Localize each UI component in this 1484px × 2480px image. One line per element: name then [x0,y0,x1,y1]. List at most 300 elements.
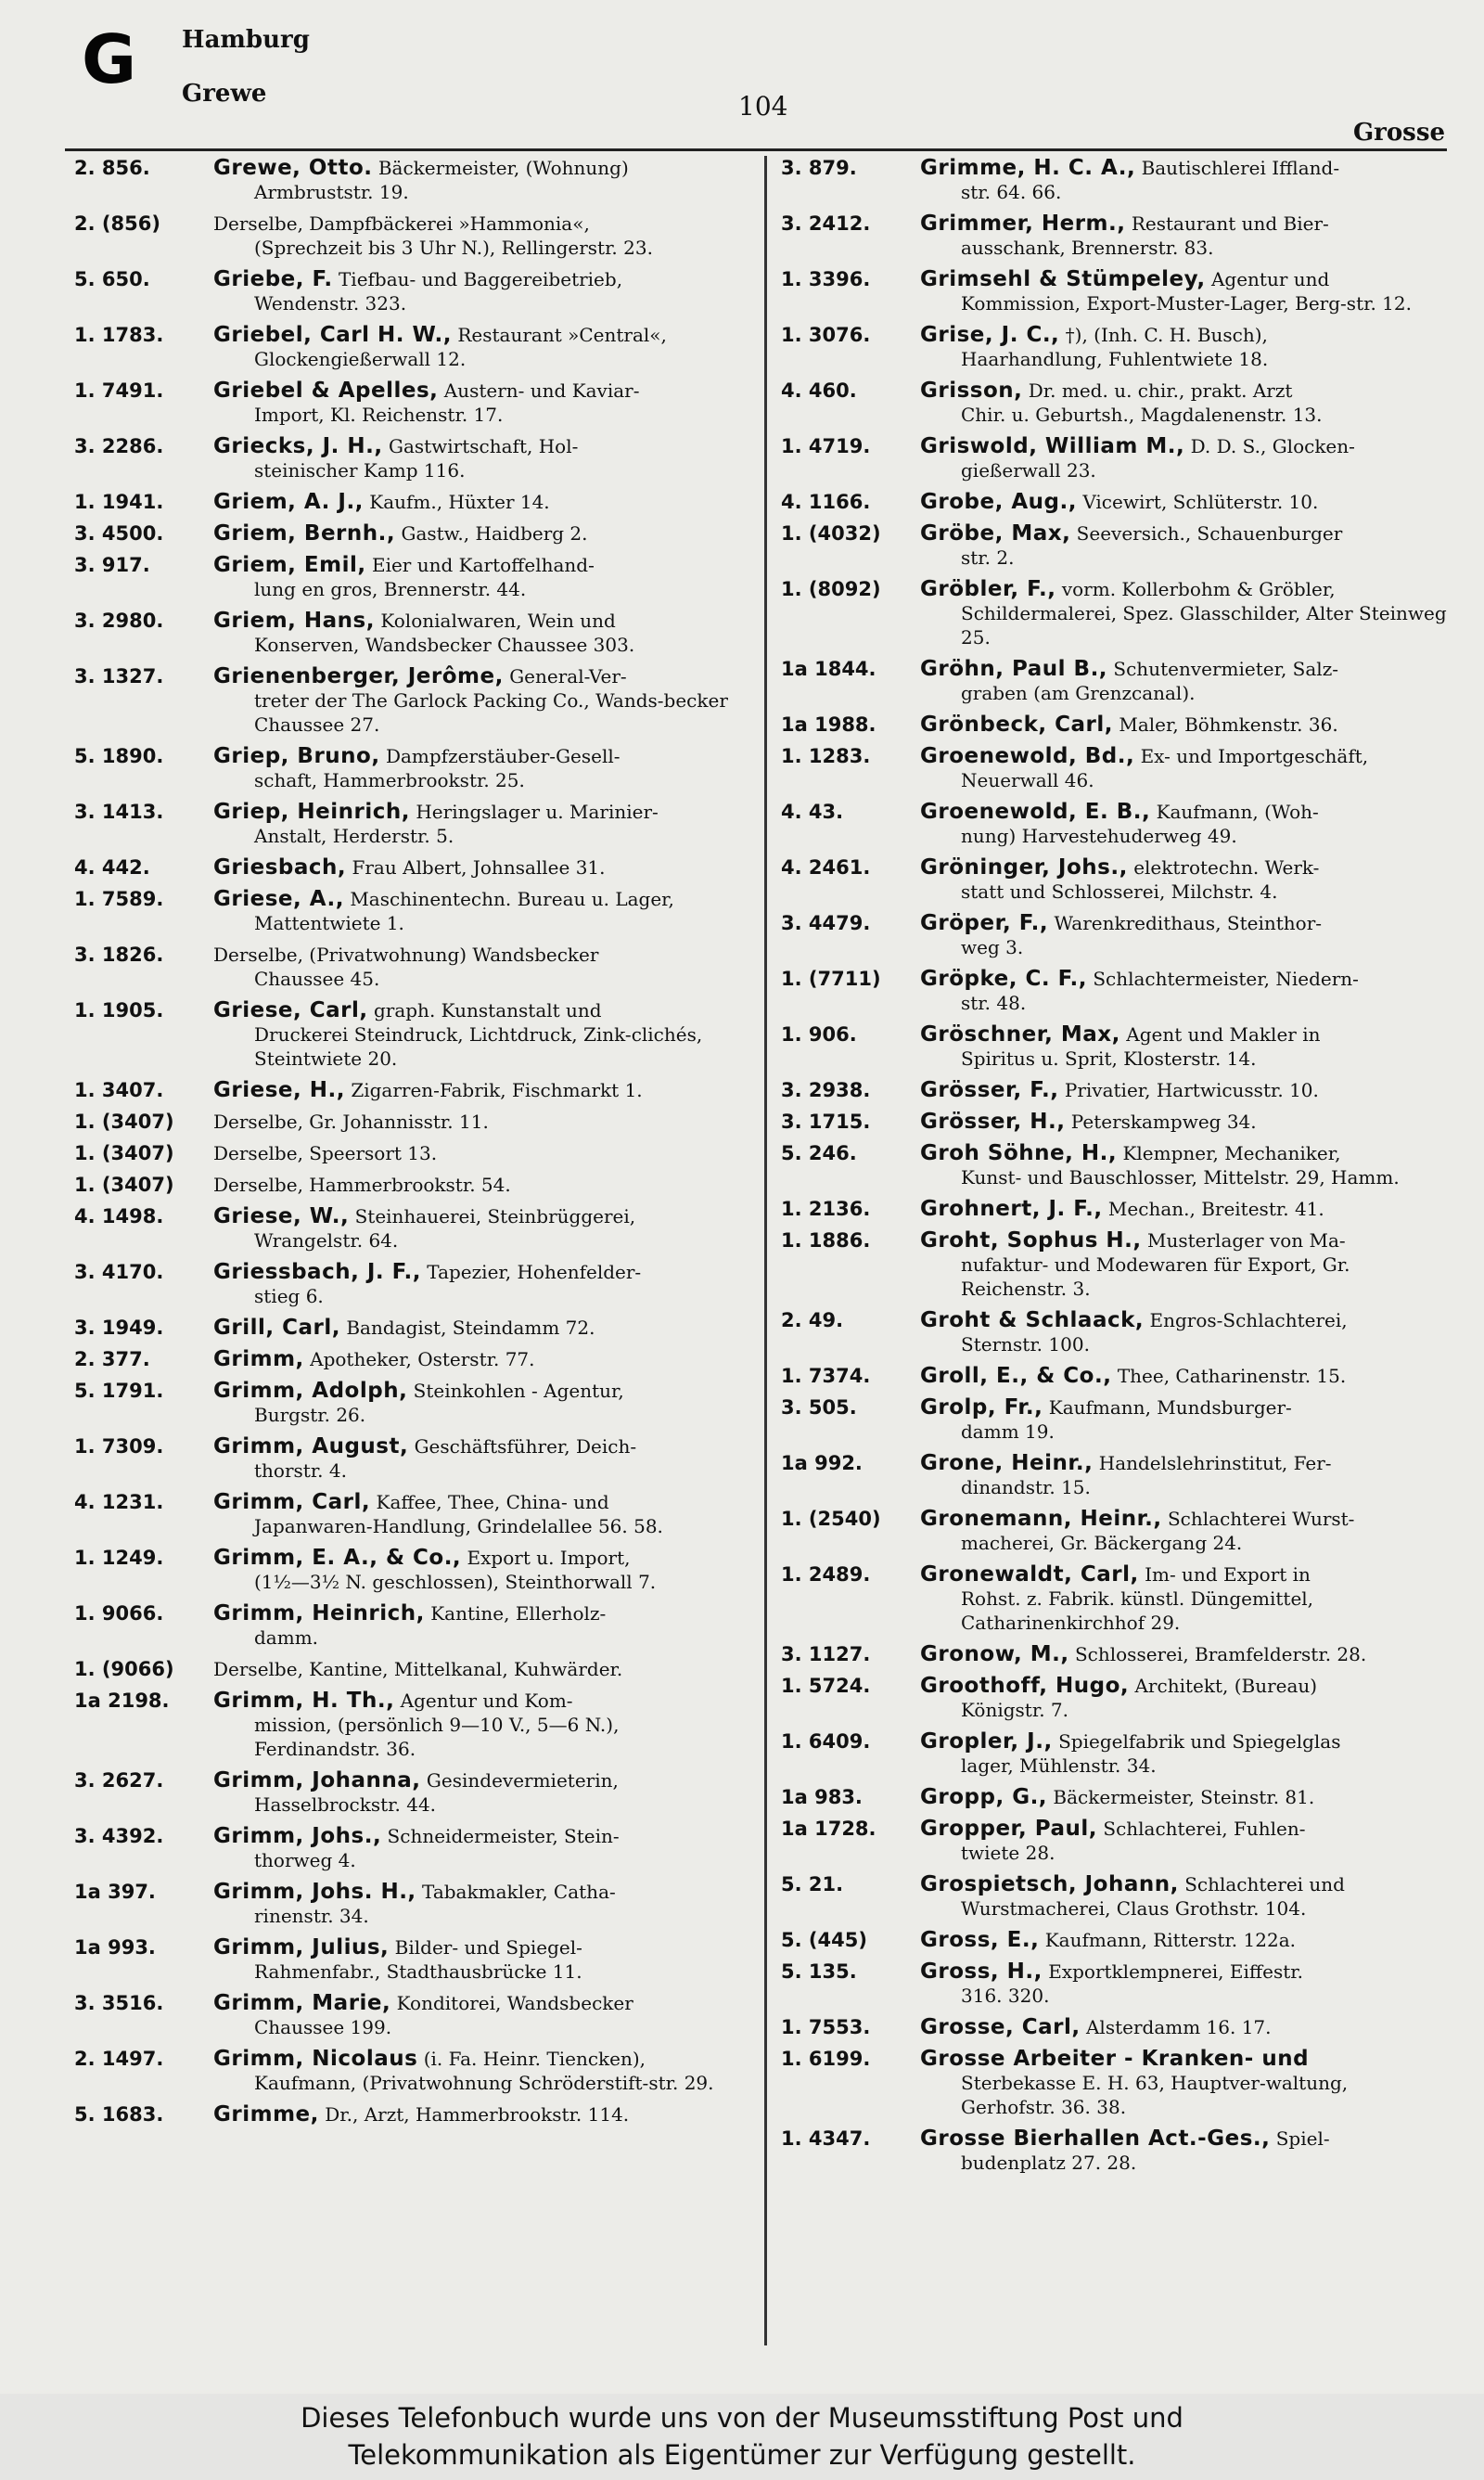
entry-continuation: steinischer Kamp 116. [254,459,466,482]
entry-continuation: Konserven, Wandsbecker Chaussee 303. [254,634,635,656]
directory-entry [74,553,735,601]
entry-first-line [213,2047,735,2071]
entry-continuation: Schildermalerei, Spez. Glasschilder, Alter Steinweg 25. [961,602,1447,649]
entry-first-line [920,1872,1447,1896]
directory-entry [781,490,1447,514]
phone-number: 1a 1728. [781,1818,876,1840]
entry-continuation: Hasselbrockstr. 44. [254,1793,437,1816]
phone-number: 4. 1498. [74,1205,164,1227]
entry-first-line [213,943,735,967]
phone-number: 3. 4170. [74,1261,164,1283]
section-letter: G [82,20,137,98]
directory-entry [74,1490,735,1538]
entry-detail: Privatier, Hartwicusstr. 10. [1064,1079,1319,1101]
entry-first-line [213,855,735,880]
subscriber-name: Grimm, H. Th., [213,1689,395,1713]
phone-number: 3. 4500. [74,522,164,545]
entry-detail: Kaufmann, Ritterstr. 122a. [1044,1929,1296,1951]
entry-continuation: Import, Kl. Reichenstr. 17. [254,404,504,426]
entry-detail: Bautischlerei Iffland- [1141,157,1340,179]
directory-entry [781,1785,1447,1809]
subscriber-name: Grimm, Marie, [213,1991,391,2015]
entry-first-line [920,156,1447,180]
phone-number: 3. 4479. [781,912,871,934]
entry-detail: Mechan., Breitestr. 41. [1107,1198,1324,1220]
entry-first-line [213,212,735,236]
entry-detail: Kaufm., Hüxter 14. [369,491,550,513]
footer-notice [0,2394,1484,2480]
subscriber-name: Grone, Heinr., [920,1451,1094,1475]
entry-first-line [920,1729,1447,1754]
phone-number: 3. 4392. [74,1825,164,1847]
entry-detail: Tiefbau- und Baggereibetrieb, [338,268,623,290]
phone-number: 1. (7711) [781,968,881,990]
entry-continuation: str. 64. 66. [961,181,1062,203]
entry-detail: elektrotechn. Werk- [1133,856,1320,879]
phone-number: 1a 1844. [781,658,876,680]
subscriber-name: Grimm, Carl, [213,1490,371,1514]
entry-detail: Schutenvermieter, Salz- [1113,658,1338,680]
entry-detail: Klempner, Mechaniker, [1122,1142,1341,1164]
entry-detail: Architekt, (Bureau) [1134,1675,1318,1697]
entry-continuation: Kunst- und Bauschlosser, Mittelstr. 29, Hamm. [961,1166,1400,1189]
footer-line-1: Dieses Telefonbuch wurde uns von der Museumsstiftung Post und [301,2402,1183,2434]
entry-first-line [920,1364,1447,1388]
entry-detail: Peterskampweg 34. [1070,1111,1257,1133]
entry-continuation: Sterbekasse E. H. 63, Hauptver-waltung, Gerhofstr. 36. 38. [961,2072,1349,2118]
entry-detail: Gesindevermieterin, [426,1769,619,1792]
entry-first-line [213,744,735,768]
entry-detail: Derselbe, (Privatwohnung) Wandsbecker [213,944,599,966]
entry-first-line [920,855,1447,880]
entry-continuation: Sternstr. 100. [961,1333,1090,1356]
subscriber-name: Griem, Emil, [213,553,366,577]
directory-entry [74,800,735,848]
subscriber-name: Gross, H., [920,1960,1043,1984]
directory-entry [74,1991,735,2039]
entry-first-line [920,1928,1447,1952]
entry-first-line [920,1642,1447,1666]
entry-first-line [213,1173,735,1197]
subscriber-name: Griebe, F. [213,267,333,291]
left-column [74,156,735,2134]
directory-entry [74,1768,735,1817]
subscriber-name: Gröper, F., [920,911,1049,935]
directory-entry [74,1260,735,1308]
phone-number: 1. 5724. [781,1675,871,1697]
entry-first-line [213,521,735,546]
directory-entry [74,379,735,427]
subscriber-name: Grimm, Johs., [213,1824,382,1848]
subscriber-name: Groht & Schlaack, [920,1308,1145,1332]
entry-detail: Dr. med. u. chir., prakt. Arzt [1028,379,1293,402]
directory-entry [74,1078,735,1102]
phone-number: 4. 460. [781,379,857,402]
phone-number: 1. 2136. [781,1198,871,1220]
entry-first-line [920,323,1447,347]
phone-number: 1. 1941. [74,491,164,513]
phone-number: 5. 135. [781,1960,857,1983]
subscriber-name: Griese, W., [213,1204,350,1228]
subscriber-name: Grönbeck, Carl, [920,713,1113,737]
entry-first-line [920,657,1447,681]
entry-first-line [920,1785,1447,1809]
entry-detail: Musterlager von Ma- [1147,1229,1346,1252]
header-city: Hamburg [182,26,310,54]
subscriber-name: Gröhn, Paul B., [920,657,1108,681]
subscriber-name: Grimsehl & Stümpeley, [920,267,1206,291]
subscriber-name: Griswold, William M., [920,434,1185,458]
entry-detail: Kaffee, Thee, China- und [376,1491,609,1513]
directory-entry [781,1364,1447,1388]
phone-number: 3. 2938. [781,1079,871,1101]
phone-number: 1. 7553. [781,2016,871,2038]
subscriber-name: Griesbach, [213,855,347,880]
directory-entry [781,1817,1447,1865]
directory-entry [74,664,735,737]
entry-first-line [213,156,735,180]
directory-entry [781,1928,1447,1952]
phone-number: 2. 49. [781,1309,844,1331]
phone-number: 1a 992. [781,1452,863,1474]
entry-continuation: str. 2. [961,546,1015,569]
directory-entry [74,1434,735,1483]
entry-detail: Dampfzerstäuber-Gesell- [385,745,620,767]
subscriber-name: Grösser, F., [920,1078,1059,1102]
entry-detail: Schlachterei Wurst- [1167,1508,1355,1530]
directory-entry [74,609,735,657]
directory-entry [74,1379,735,1427]
phone-number: 5. 246. [781,1142,857,1164]
directory-entry [781,1110,1447,1134]
subscriber-name: Groll, E., & Co., [920,1364,1112,1388]
entry-detail: Export u. Import, [467,1547,631,1569]
entry-detail: Kaufmann, (Woh- [1156,801,1319,823]
directory-entry [781,1872,1447,1921]
entry-first-line [920,713,1447,737]
subscriber-name: Grohnert, J. F., [920,1197,1103,1221]
directory-entry [74,1110,735,1134]
entry-continuation: Burgstr. 26. [254,1404,366,1426]
phone-number: 1a 1988. [781,713,876,736]
entry-continuation: (Sprechzeit bis 3 Uhr N.), Rellingerstr. 23. [254,237,653,259]
phone-number: 5. 1683. [74,2103,164,2126]
entry-first-line [920,967,1447,991]
entry-detail: vorm. Kollerbohm & Gröbler, [1061,578,1336,600]
entry-first-line [920,1817,1447,1841]
entry-first-line [213,1546,735,1570]
directory-entry [781,434,1447,482]
header-first-name: Grewe [182,80,267,108]
entry-first-line [213,267,735,291]
entry-first-line [213,664,735,688]
entry-detail: Eier und Kartoffelhand- [371,554,595,576]
entry-continuation: twiete 28. [961,1842,1055,1864]
phone-number: 1. 4347. [781,2127,871,2150]
entry-first-line [920,1022,1447,1047]
subscriber-name: Griem, Hans, [213,609,375,633]
entry-continuation: Anstalt, Herderstr. 5. [254,825,454,847]
directory-entry [781,577,1447,649]
entry-first-line [213,1204,735,1228]
subscriber-name: Grimmer, Herm., [920,212,1126,236]
phone-number: 4. 442. [74,856,150,879]
entry-continuation: ausschank, Brennerstr. 83. [961,237,1214,259]
entry-detail: Thee, Catharinenstr. 15. [1117,1365,1347,1387]
subscriber-name: Groh Söhne, H., [920,1141,1118,1165]
phone-number: 1. 7309. [74,1435,164,1458]
directory-entry [74,998,735,1071]
entry-detail: Konditorei, Wandsbecker [396,1992,633,2014]
entry-first-line [213,1935,735,1960]
entry-first-line [920,379,1447,403]
entry-detail: Agentur und Kom- [400,1690,573,1712]
entry-detail: Schlachterei und [1184,1873,1345,1895]
entry-continuation: Chaussee 45. [254,968,380,990]
subscriber-name: Griessbach, J. F., [213,1260,421,1284]
entry-detail: Derselbe, Kantine, Mittelkanal, Kuhwärder. [213,1658,623,1680]
entry-first-line [920,267,1447,291]
phone-number: 1. 1905. [74,999,164,1022]
phone-number: 3. 2980. [74,610,164,632]
directory-entry [781,379,1447,427]
directory-entry [74,2102,735,2127]
subscriber-name: Gross, E., [920,1928,1040,1952]
entry-detail: D. D. S., Glocken- [1190,435,1355,457]
directory-entry [74,434,735,482]
directory-entry [781,323,1447,371]
entry-detail: Derselbe, Speersort 13. [213,1142,438,1164]
entry-continuation: Wurstmacherei, Claus Grothstr. 104. [961,1897,1307,1920]
entry-detail: Kantine, Ellerholz- [430,1602,607,1625]
phone-number: 1a 983. [781,1786,863,1808]
subscriber-name: Griese, H., [213,1078,345,1102]
entry-first-line [213,323,735,347]
entry-first-line [213,1657,735,1681]
entry-first-line [213,490,735,514]
phone-number: 1. (2540) [781,1508,881,1530]
entry-detail: Im- und Export in [1145,1563,1311,1586]
phone-number: 1. 3407. [74,1079,164,1101]
directory-entry [781,1451,1447,1499]
phone-number: 3. 2412. [781,212,871,235]
subscriber-name: Gröschner, Max, [920,1022,1120,1047]
phone-number: 5. 21. [781,1873,844,1895]
phone-number: 3. 1413. [74,801,164,823]
entry-first-line [213,1141,735,1165]
entry-detail: Bäckermeister, Steinstr. 81. [1053,1786,1315,1808]
entry-first-line [920,212,1447,236]
entry-first-line [920,1451,1447,1475]
entry-detail: Schlosserei, Bramfelderstr. 28. [1074,1643,1367,1665]
entry-detail: Bäckermeister, (Wohnung) [377,157,629,179]
entry-first-line [920,911,1447,935]
phone-number: 1. 1886. [781,1229,871,1252]
entry-continuation: Japanwaren-Handlung, Grindelallee 56. 58. [254,1515,663,1537]
entry-first-line [920,2047,1447,2071]
entry-detail: Ex- und Importgeschäft, [1140,745,1369,767]
subscriber-name: Grill, Carl, [213,1316,340,1340]
entry-detail: †), (Inh. C. H. Busch), [1065,324,1268,346]
header-rule [65,148,1447,151]
entry-detail: Alsterdamm 16. 17. [1085,2016,1272,2038]
entry-continuation: Neuerwall 46. [961,769,1094,791]
directory-entry [781,744,1447,792]
directory-entry [781,1228,1447,1301]
phone-number: 1a 993. [74,1936,156,1959]
entry-detail: Bandagist, Steindamm 72. [346,1317,595,1339]
directory-entry [781,911,1447,959]
directory-entry [74,156,735,204]
entry-first-line [920,434,1447,458]
phone-number: 3. 1715. [781,1111,871,1133]
directory-entry [781,800,1447,848]
entry-first-line [213,1078,735,1102]
directory-entry [781,2015,1447,2039]
subscriber-name: Grimm, Adolph, [213,1379,408,1403]
entry-first-line [213,1880,735,1904]
subscriber-name: Grimme, H. C. A., [920,156,1136,180]
entry-continuation: Königstr. 7. [961,1699,1068,1721]
entry-continuation: gießerwall 23. [961,459,1096,482]
entry-detail: Restaurant »Central«, [457,324,667,346]
subscriber-name: Griebel & Apelles, [213,379,439,403]
entry-detail: Restaurant und Bier- [1131,212,1329,235]
subscriber-name: Gronewaldt, Carl, [920,1562,1139,1587]
entry-continuation: Chir. u. Geburtsh., Magdalenenstr. 13. [961,404,1323,426]
directory-entry [781,1141,1447,1189]
directory-entry [781,1395,1447,1444]
subscriber-name: Groothoff, Hugo, [920,1674,1130,1698]
column-divider [764,156,767,2345]
phone-number: 1. 7589. [74,888,164,910]
entry-first-line [920,1141,1447,1165]
entry-continuation: Haarhandlung, Fuhlentwiete 18. [961,348,1269,370]
directory-entry [781,2047,1447,2119]
phone-number: 1a 2198. [74,1690,170,1712]
phone-number: 5. (445) [781,1929,867,1951]
entry-continuation: damm. [254,1626,319,1649]
subscriber-name: Grimme, [213,2102,319,2127]
entry-detail: Schneidermeister, Stein- [387,1825,620,1847]
header-last-name: Grosse [1352,119,1445,147]
directory-entry [781,267,1447,315]
entry-detail: Kaufmann, Mundsburger- [1048,1396,1292,1419]
phone-number: 2. 856. [74,157,150,179]
subscriber-name: Grimm, Heinrich, [213,1601,425,1625]
directory-entry [74,1657,735,1681]
entry-continuation: thorweg 4. [254,1849,356,1871]
entry-first-line [920,521,1447,546]
entry-continuation: Armbruststr. 19. [254,181,409,203]
directory-entry [781,1674,1447,1722]
entry-detail: Tabakmakler, Catha- [422,1881,616,1903]
directory-entry [781,713,1447,737]
entry-first-line [213,1347,735,1371]
directory-entry [74,2047,735,2095]
entry-detail: Zigarren-Fabrik, Fischmarkt 1. [351,1079,643,1101]
phone-number: 4. 2461. [781,856,871,879]
directory-entry [781,1197,1447,1221]
subscriber-name: Gröbe, Max, [920,521,1071,546]
entry-first-line [920,2127,1447,2151]
subscriber-name: Gronemann, Heinr., [920,1507,1162,1531]
entry-first-line [213,1768,735,1793]
entry-continuation: lung en gros, Brennerstr. 44. [254,578,527,600]
phone-number: 3. 505. [781,1396,857,1419]
entry-detail: Engros-Schlachterei, [1149,1309,1348,1331]
directory-entry [74,943,735,991]
directory-entry [74,1347,735,1371]
entry-first-line [213,1316,735,1340]
directory-entry [781,1562,1447,1635]
entry-first-line [920,1674,1447,1698]
entry-continuation: schaft, Hammerbrookstr. 25. [254,769,525,791]
entry-detail: Geschäftsführer, Deich- [414,1435,637,1458]
entry-first-line [920,1395,1447,1420]
subscriber-name: Gropp, G., [920,1785,1048,1809]
directory-entry [74,1316,735,1340]
footer-line-2: Telekommunikation als Eigentümer zur Verfügung gestellt. [348,2439,1136,2471]
entry-continuation: graben (am Grenzcanal). [961,682,1196,704]
directory-entry [74,855,735,880]
entry-first-line [213,1110,735,1134]
directory-entry [74,1880,735,1928]
directory-entry [781,1078,1447,1102]
entry-first-line [213,1824,735,1848]
directory-entry [74,887,735,935]
subscriber-name: Gröninger, Johs., [920,855,1128,880]
entry-continuation: Kommission, Export-Muster-Lager, Berg-str. 12. [961,292,1412,315]
subscriber-name: Gröpke, C. F., [920,967,1087,991]
subscriber-name: Grimm, [213,1347,304,1371]
phone-number: 1. 3396. [781,268,871,290]
entry-first-line [920,800,1447,824]
entry-detail: Schlachterei, Fuhlen- [1103,1818,1306,1840]
subscriber-name: Gronow, M., [920,1642,1069,1666]
entry-detail: Steinhauerei, Steinbrüggerei, [354,1205,636,1227]
entry-detail: Handelslehrinstitut, Fer- [1098,1452,1332,1474]
phone-number: 3. 1949. [74,1317,164,1339]
entry-continuation: damm 19. [961,1420,1055,1443]
subscriber-name: Grimm, E. A., & Co., [213,1546,462,1570]
entry-continuation: Glockengießerwall 12. [254,348,467,370]
directory-entry [74,1546,735,1594]
subscriber-name: Grospietsch, Johann, [920,1872,1179,1896]
phone-number: 1. 1283. [781,745,871,767]
entry-detail: graph. Kunstanstalt und [373,999,602,1022]
phone-number: 3. 1327. [74,665,164,687]
phone-number: 1. (3407) [74,1111,174,1133]
subscriber-name: Grise, J. C., [920,323,1060,347]
phone-number: 1. (4032) [781,522,881,545]
phone-number: 1a 397. [74,1881,156,1903]
phone-number: 2. (856) [74,212,160,235]
subscriber-name: Gropler, J., [920,1729,1053,1754]
entry-continuation: nufaktur- und Modewaren für Export, Gr. Reichenstr. 3. [961,1253,1350,1300]
phone-number: 5. 1890. [74,745,164,767]
subscriber-name: Grosse, Carl, [920,2015,1081,2039]
phone-number: 1. (3407) [74,1174,174,1196]
entry-continuation: Kaufmann, (Privatwohnung Schröderstift-str. 29. [254,2072,714,2094]
phone-number: 1. 1249. [74,1547,164,1569]
phone-number: 1. 1783. [74,324,164,346]
subscriber-name: Grolp, Fr., [920,1395,1043,1420]
subscriber-name: Grosse Bierhallen Act.-Ges., [920,2127,1271,2151]
subscriber-name: Griep, Heinrich, [213,800,410,824]
entry-detail: Derselbe, Hammerbrookstr. 54. [213,1174,511,1196]
phone-number: 5. 650. [74,268,150,290]
